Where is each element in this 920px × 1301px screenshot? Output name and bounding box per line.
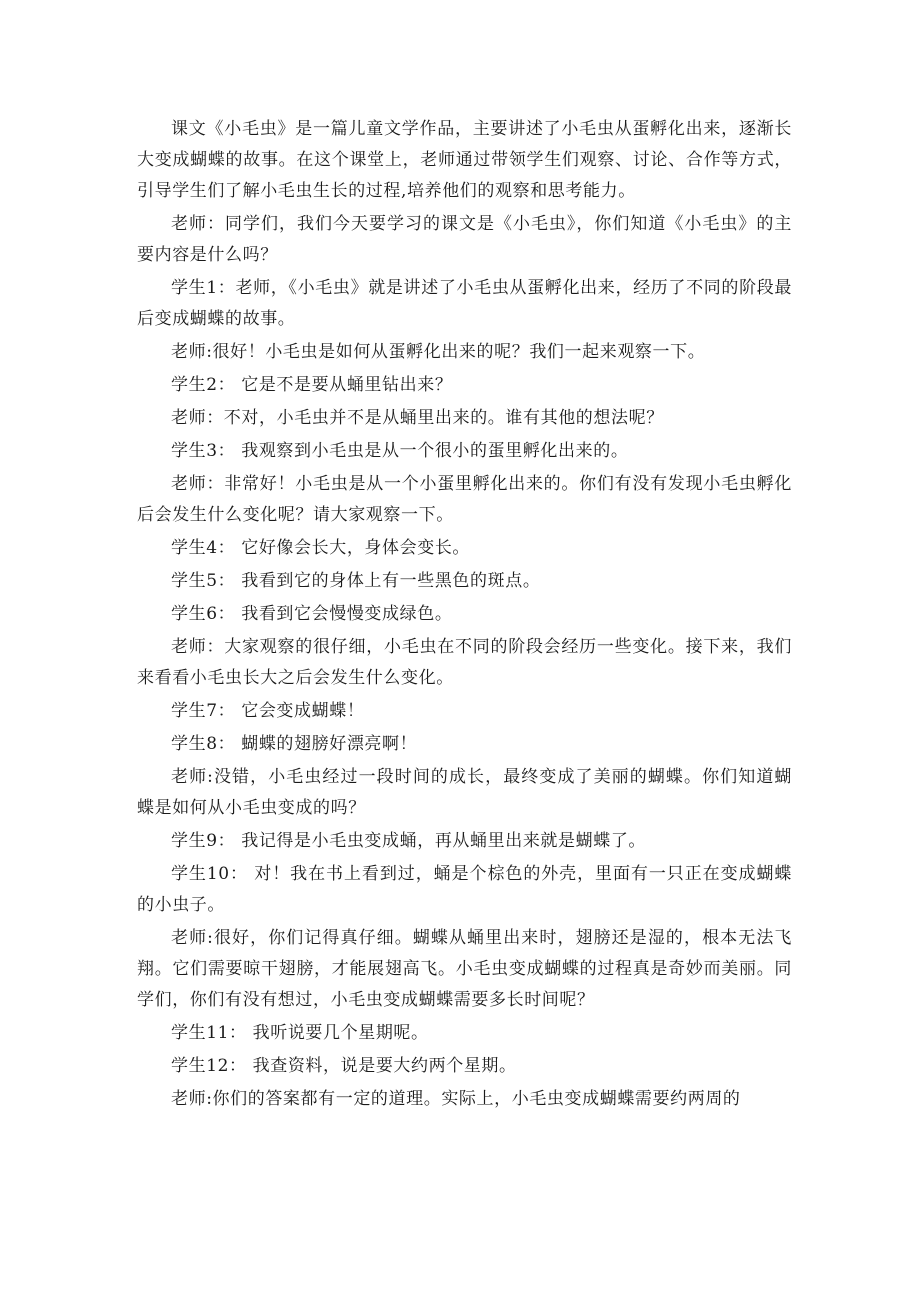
dialogue-line: 学生8： 蝴蝶的翅膀好漂亮啊！: [171, 734, 418, 754]
dialogue-line: 学生10： 对！我在书上看到过，蛹是个棕色的外壳，里面有一只正在变成蝴蝶的小虫子。: [137, 864, 792, 915]
dialogue-line: 学生1：老师，《小毛虫》就是讲述了小毛虫从蛋孵化出来，经历了不同的阶段最后变成蝴蝶的故事。: [137, 278, 792, 329]
dialogue-line: 老师:很好，你们记得真仔细。蝴蝶从蛹里出来时，翅膀还是湿的，根本无法飞翔。它们需要晾干翅膀，才能展翅高飞。小毛虫变成蝴蝶的过程真是奇妙而美丽。同学们，你们有没有想过，小毛虫变成蝴蝶需要多长时间呢？: [137, 928, 792, 1010]
dialogue-line: 学生9： 我记得是小毛虫变成蛹，再从蛹里出来就是蝴蝶了。: [171, 831, 647, 851]
intro-paragraph: 课文《小毛虫》是一篇儿童文学作品，主要讲述了小毛虫从蛋孵化出来，逐渐长大变成蝴蝶的故事。在这个课堂上，老师通过带领学生们观察、讨论、合作等方式，引导学生们了解小毛虫生长的过程,培养他们的观察和思考能力。: [137, 119, 792, 201]
dialogue-line: 学生6： 我看到它会慢慢变成绿色。: [171, 604, 453, 624]
dialogue-line: 学生11： 我听说要几个星期呢。: [171, 1023, 429, 1043]
dialogue-line: 学生4： 它好像会长大，身体会变长。: [171, 538, 471, 558]
dialogue-line: 老师：大家观察的很仔细，小毛虫在不同的阶段会经历一些变化。接下来，我们来看看小毛虫长大之后会发生什么变化。: [137, 637, 792, 688]
dialogue-line: 学生3： 我观察到小毛虫是从一个很小的蛋里孵化出来的。: [171, 441, 629, 461]
dialogue-line: 老师：不对，小毛虫并不是从蛹里出来的。谁有其他的想法呢？: [171, 408, 664, 428]
dialogue-line: 学生2： 它是不是要从蛹里钻出来？: [171, 375, 453, 395]
dialogue-line: 老师：同学们，我们今天要学习的课文是《小毛虫》，你们知道《小毛虫》的主要内容是什么吗？: [137, 214, 792, 265]
dialogue-line: 老师:你们的答案都有一定的道理。实际上，小毛虫变成蝴蝶需要约两周的: [171, 1089, 741, 1109]
dialogue-line: 学生12： 我查资料，说是要大约两个星期。: [171, 1056, 517, 1076]
dialogue-line: 老师：非常好！小毛虫是从一个小蛋里孵化出来的。你们有没有发现小毛虫孵化后会发生什么变化呢？请大家观察一下。: [137, 474, 792, 525]
dialogue-line: 老师:很好！小毛虫是如何从蛋孵化出来的呢？我们一起来观察一下。: [171, 342, 706, 362]
dialogue-line: 老师:没错，小毛虫经过一段时间的成长，最终变成了美丽的蝴蝶。你们知道蝴蝶是如何从小毛虫变成的吗？: [137, 767, 792, 818]
dialogue-line: 学生5： 我看到它的身体上有一些黑色的斑点。: [171, 571, 541, 591]
dialogue-line: 学生7： 它会变成蝴蝶！: [171, 701, 365, 721]
document-body: [137, 114, 792, 1117]
